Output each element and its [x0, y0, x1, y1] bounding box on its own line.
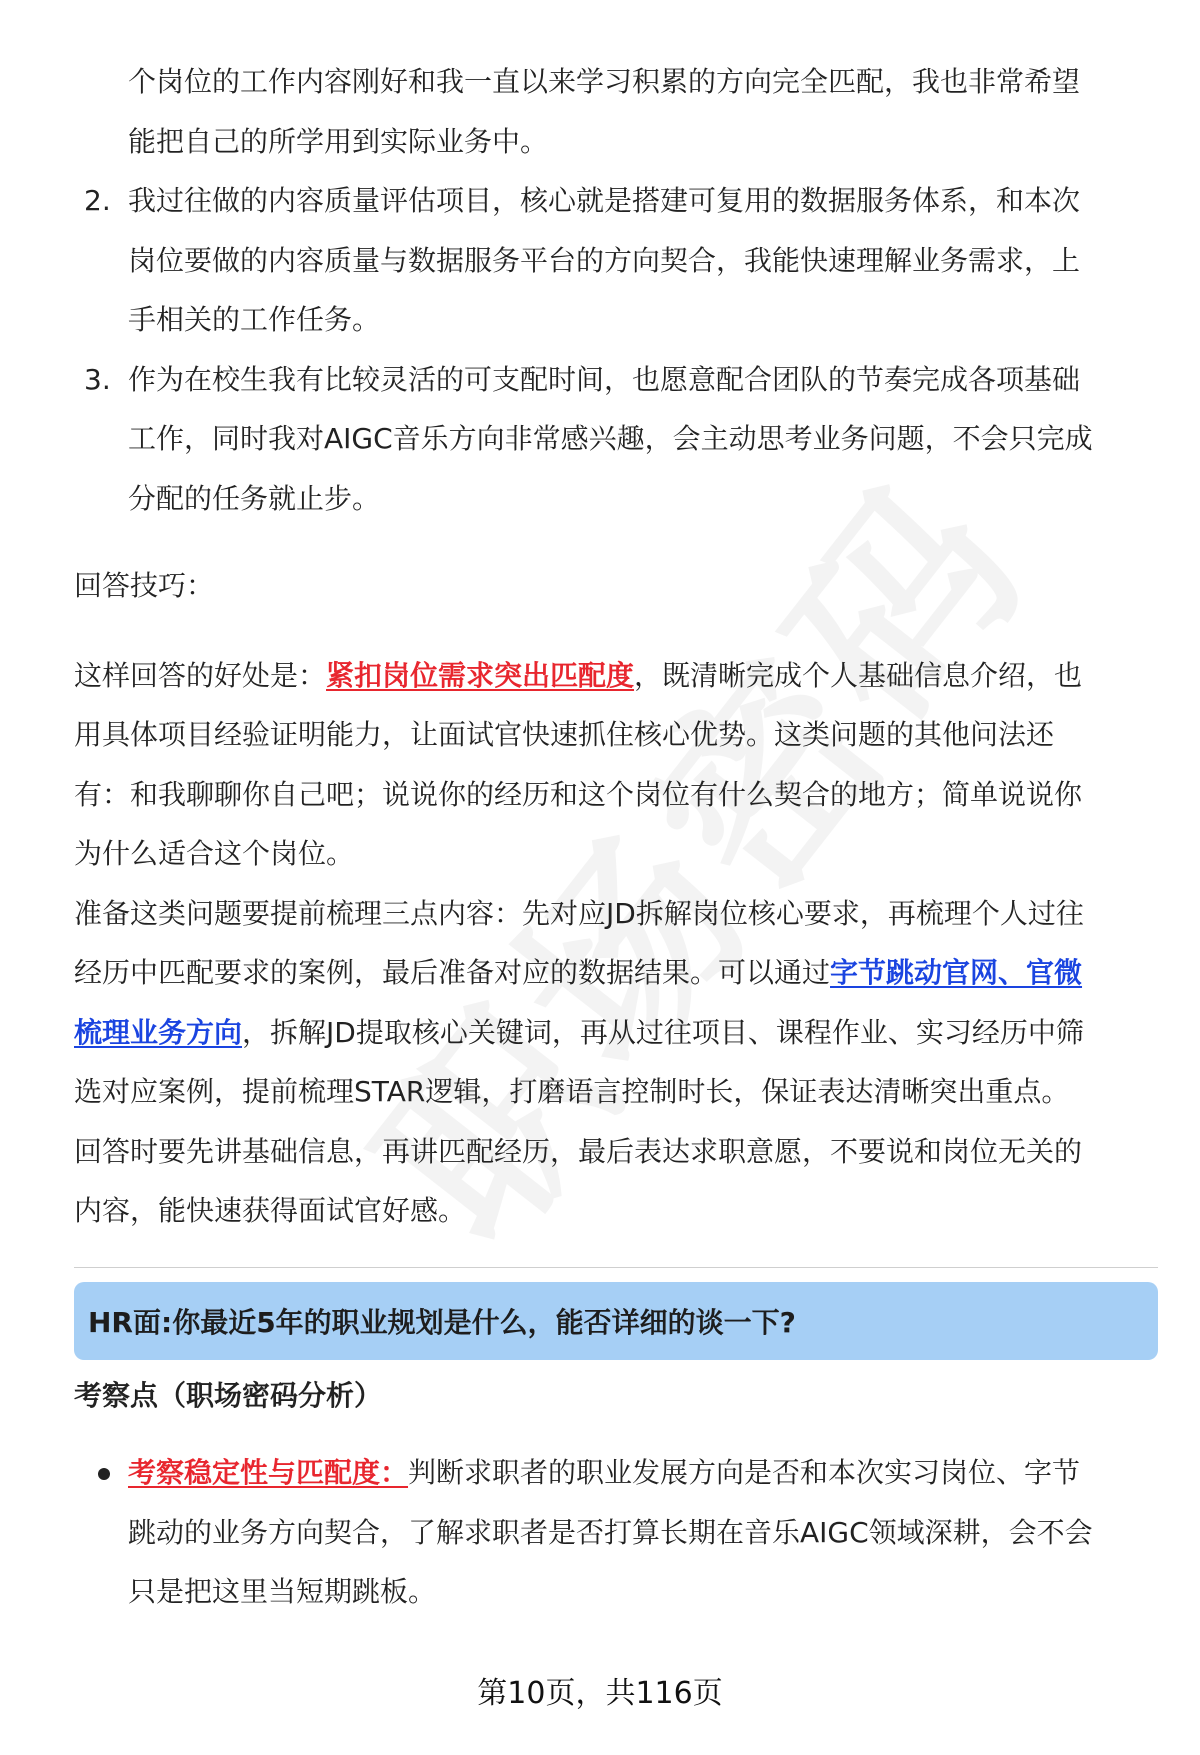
tips-label: 回答技巧：: [74, 569, 215, 602]
bytedance-site-link-cont[interactable]: 梳理业务方向: [74, 1015, 243, 1049]
text-run: 判断求职者的职业发展方向是否和本次实习岗位、字节: [408, 1456, 1081, 1489]
text-line: 个岗位的工作内容刚好和我一直以来学习积累的方向完全匹配，我也非常希望: [128, 65, 1081, 98]
list-item: [74, 350, 1158, 529]
text-line: 用具体项目经验证明能力，让面试官快速抓住核心优势。这类问题的其他问法还: [74, 718, 1055, 751]
text-line: [128, 1443, 1158, 1503]
text-line: 回答时要先讲基础信息，再讲匹配经历，最后表达求职意愿，不要说和岗位无关的: [74, 1134, 1083, 1168]
document-page: [74, 52, 1158, 1622]
tips-paragraph-2: [74, 884, 1158, 1241]
bullet-icon: [98, 1468, 110, 1480]
text-line: 我过往做的内容质量评估项目，核心就是搭建可复用的数据服务体系，和本次: [128, 184, 1081, 217]
tips-prefix: 这样回答的好处是：: [74, 658, 327, 692]
text-line: 手相关的工作任务。: [128, 303, 381, 336]
highlight-text: 考察稳定性与匹配度：: [128, 1456, 409, 1489]
highlight-text: 紧扣岗位需求突出匹配度: [326, 658, 635, 692]
text-run: ，拆解JD提取核心关键词，再从过往项目、课程作业、实习经历中筛: [242, 1015, 1084, 1049]
text-line: 作为在校生我有比较灵活的可支配时间，也愿意配合团队的节奏完成各项基础: [128, 362, 1081, 396]
text-line: [74, 943, 1158, 1003]
text-line: 分配的任务就止步。: [128, 481, 381, 515]
list-item: [74, 171, 1158, 350]
numbered-item-continued: [74, 52, 1158, 171]
section-subheading: 考察点（职场密码分析）: [74, 1378, 383, 1412]
text-run: ，既清晰完成个人基础信息介绍，也: [634, 658, 1083, 692]
page-number-footer: 第10页，共116页: [477, 1676, 723, 1711]
text-line: 能把自己的所学用到实际业务中。: [128, 124, 549, 158]
list-number: 2.: [84, 184, 111, 217]
text-line: 只是把这里当短期跳板。: [128, 1575, 437, 1608]
text-line: 选对应案例，提前梳理STAR逻辑，打磨语言控制时长，保证表达清晰突出重点。: [74, 1075, 1070, 1108]
bullet-list: [74, 1443, 1158, 1622]
question-box: HR面:你最近5年的职业规划是什么，能否详细的谈一下?: [74, 1282, 1158, 1360]
text-line: 岗位要做的内容质量与数据服务平台的方向契合，我能快速理解业务需求，上: [128, 243, 1081, 277]
text-line: [74, 1003, 1158, 1063]
text-line: 准备这类问题要提前梳理三点内容：先对应JD拆解岗位核心要求，再梳理个人过往: [74, 896, 1084, 930]
section-divider: [74, 1267, 1158, 1268]
text-line: 有：和我聊聊你自己吧；说说你的经历和这个岗位有什么契合的地方；简单说说你: [74, 777, 1083, 811]
text-run: 经历中匹配要求的案例，最后准备对应的数据结果。可以通过: [74, 956, 831, 989]
text-line: 跳动的业务方向契合，了解求职者是否打算长期在音乐AIGC领域深耕，会不会: [128, 1515, 1093, 1549]
text-line: [74, 646, 1158, 706]
bytedance-site-link[interactable]: 字节跳动官网、官微: [830, 956, 1083, 989]
tips-paragraph-1: [74, 646, 1158, 884]
text-line: 为什么适合这个岗位。: [74, 837, 355, 870]
text-line: 工作，同时我对AIGC音乐方向非常感兴趣，会主动思考业务问题，不会只完成: [128, 422, 1093, 455]
numbered-list: [74, 171, 1158, 528]
list-item: [74, 1443, 1158, 1622]
list-number: 3.: [84, 362, 111, 396]
text-line: 内容，能快速获得面试官好感。: [74, 1194, 467, 1227]
